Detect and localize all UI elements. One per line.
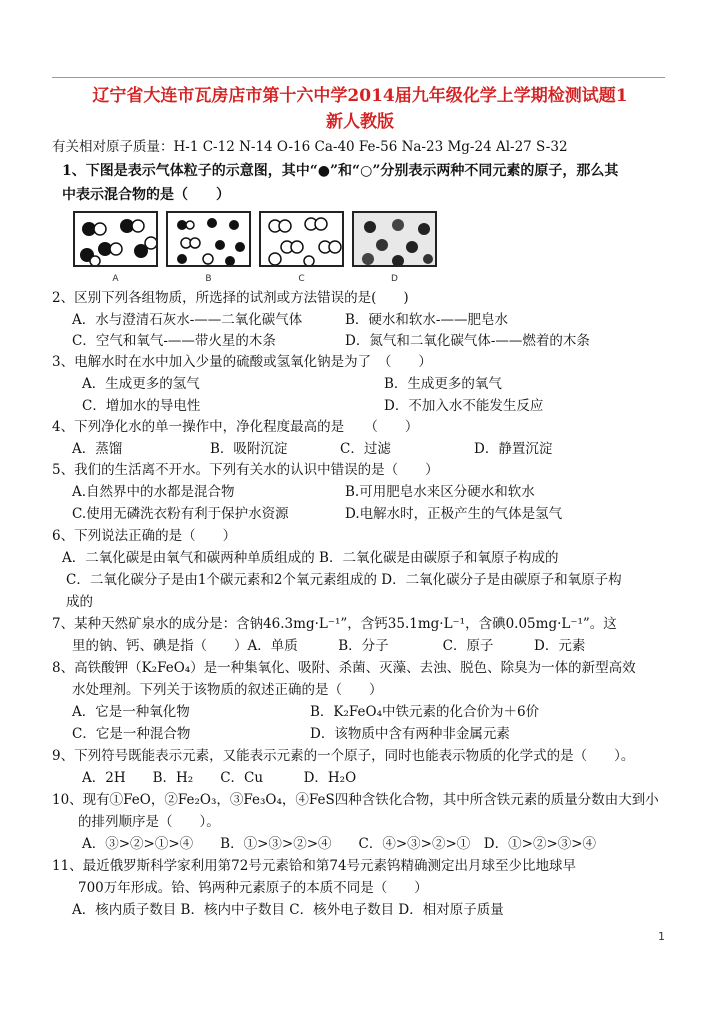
q6-stem: 6、下列说法正确的是（ ） — [52, 528, 237, 544]
q10-line2: 的排列顺序是（ ）。 — [78, 814, 220, 830]
diagram-b — [166, 211, 251, 267]
q8-line1: 8、高铁酸钾（K₂FeO₄）是一种集氧化、吸附、杀菌、灭藻、去浊、脱色、除臭为一体的新型高效 — [52, 660, 636, 676]
title-line-1: 辽宁省大连市瓦房店市第十六中学2014届九年级化学上学期检测试题1 — [92, 86, 628, 106]
q6-options-line1: A．二氧化碳是由氧气和碳两种单质组成的 B．二氧化碳是由碳原子和氧原子构成的 — [62, 550, 559, 566]
q8-line2: 水处理剂。下列关于该物质的叙述正确的是（ ） — [72, 682, 383, 698]
q3-option-a: A．生成更多的氢气 — [82, 376, 200, 392]
header-rule — [52, 77, 665, 78]
q3-stem: 3、电解水时在水中加入少量的硫酸或氢氧化钠是为了 （ ） — [52, 354, 432, 370]
q8-option-a: A．它是一种氧化物 — [72, 704, 190, 720]
q9-options: A．2H B．H₂ C．Cu D．H₂O — [82, 770, 357, 786]
q6-options-line2: C．二氧化碳分子是由1个碳元素和2个氧元素组成的 D．二氧化碳分子是由碳原子和氧原子构 — [66, 572, 622, 588]
q5-option-a: A.自然界中的水都是混合物 — [72, 484, 235, 500]
q2-option-c: C．空气和氧气-——带火星的木条 — [72, 333, 276, 349]
q1-particle-diagrams — [73, 211, 433, 289]
q3-option-c: C．增加水的导电性 — [82, 398, 201, 414]
diagram-a — [73, 211, 158, 267]
q3-option-b: B．生成更多的氧气 — [384, 376, 502, 392]
q4-option-c: C．过滤 — [340, 441, 391, 457]
q3-option-d: D．不加入水不能发生反应 — [384, 398, 544, 414]
diagram-label-d: D — [391, 274, 398, 284]
diagram-label-c: C — [298, 274, 305, 284]
q11-line2: 700万年形成。铪、钨两种元素原子的本质不同是（ ） — [78, 880, 428, 896]
q4-option-a: A．蒸馏 — [72, 441, 123, 457]
q8-option-c: C．它是一种混合物 — [72, 726, 191, 742]
q4-option-b: B．吸附沉淀 — [210, 441, 288, 457]
q10-line1: 10、现有①FeO，②Fe₂O₃，③Fe₃O₄，④FeS四种含铁化合物，其中所含铁元素的质量分数由大到小 — [52, 792, 659, 808]
q7-line2: 里的钠、钙、碘是指（ ）A．单质 B．分子 C．原子 D．元素 — [72, 638, 586, 654]
q7-line1: 7、某种天然矿泉水的成分是：含钠46.3mg·L⁻¹”，含钙35.1mg·L⁻¹，含碘0.05mg·L⁻¹”。这 — [52, 616, 617, 632]
q5-option-c: C.使用无磷洗衣粉有利于保护水资源 — [72, 506, 289, 522]
q5-stem: 5、我们的生活离不开水。下列有关水的认识中错误的是（ ） — [52, 462, 439, 478]
diagram-d — [352, 211, 437, 267]
q8-option-d: D．该物质中含有两种非金属元素 — [310, 726, 510, 742]
q9-stem: 9、下列符号既能表示元素，又能表示元素的一个原子，同时也能表示物质的化学式的是（ ）。 — [52, 748, 635, 764]
q2-option-d: D．氮气和二氧化碳气体-——燃着的木条 — [345, 333, 590, 349]
q5-option-b: B.可用肥皂水来区分硬水和软水 — [345, 484, 535, 500]
q6-options-line3: 成的 — [66, 594, 93, 610]
title-line-2: 新人教版 — [326, 112, 394, 132]
q2-option-a: A．水与澄清石灰水-——二氧化碳气体 — [72, 312, 303, 328]
q11-options: A．核内质子数目 B．核内中子数目 C．核外电子数目 D．相对原子质量 — [72, 902, 504, 918]
diagram-label-a: A — [112, 274, 119, 284]
q4-option-d: D．静置沉淀 — [474, 441, 553, 457]
q1-stem-line1: 1、下图是表示气体粒子的示意图，其中“●”和“○”分别表示两种不同元素的原子，那么其 — [62, 163, 619, 179]
q2-stem: 2、区别下列各组物质，所选择的试剂或方法错误的是( ) — [52, 290, 409, 306]
page-number: 1 — [658, 930, 665, 943]
q11-line1: 11、最近俄罗斯科学家利用第72号元素铪和第74号元素钨精确测定出月球至少比地球早 — [52, 858, 577, 874]
diagram-label-b: B — [205, 274, 212, 284]
q2-option-b: B．硬水和软水-——肥皂水 — [345, 312, 508, 328]
q10-options: A．③>②>①>④ B．①>③>②>④ C．④>③>②>① D．①>②>③>④ — [82, 836, 597, 852]
q1-stem-line2: 中表示混合物的是（ ） — [62, 187, 230, 203]
atomic-masses: 有关相对原子质量：H-1 C-12 N-14 O-16 Ca-40 Fe-56 Na-23 Mg-24 Al-27 S-32 — [52, 139, 568, 155]
q4-stem: 4、下列净化水的单一操作中，净化程度最高的是 （ ） — [52, 419, 419, 435]
q8-option-b: B．K₂FeO₄中铁元素的化合价为＋6价 — [310, 704, 540, 720]
q5-option-d: D.电解水时，正极产生的气体是氢气 — [345, 506, 563, 522]
diagram-c — [259, 211, 344, 267]
